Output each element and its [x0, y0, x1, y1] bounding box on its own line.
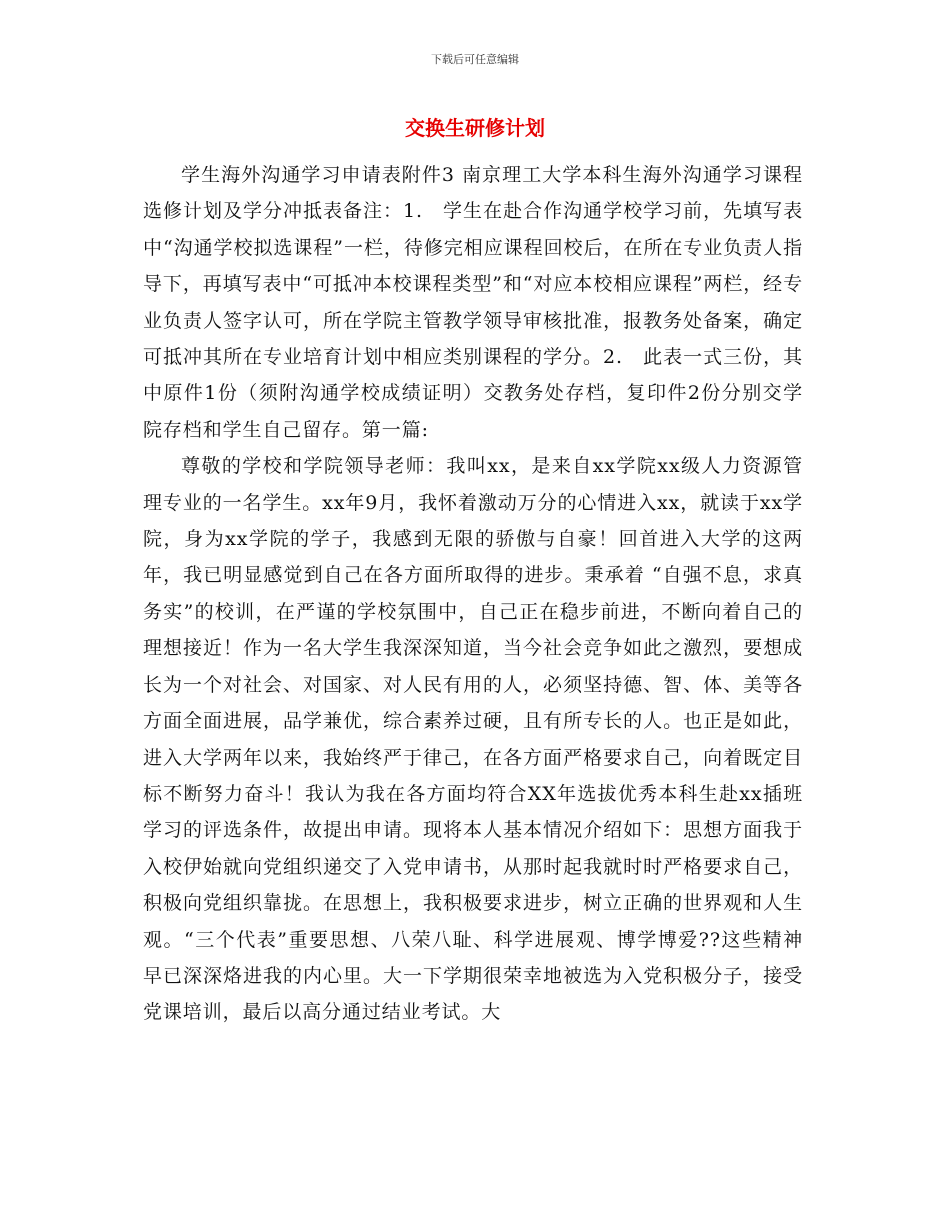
paragraph-intro: 学生海外沟通学习申请表附件3 南京理工大学本科生海外沟通学习课程选修计划及学分冲抵表备注：1. 学生在赴合作沟通学校学习前，先填写表中“沟通学校拟选课程”一栏，待修完相应课程回校后，在所在专业负责人指导下，再填写表中“可抵冲本校课程类型”和“对应本校相应课程”两栏，经专业负责人签字认可，所在学院主管教学领导审核批准，报教务处备案，确定可抵冲其所在专业培育计划中相应类别课程的学分。2. 此表一式三份，其中原件1份（须附沟通学校成绩证明）交教务处存档，复印件2份分别交学院存档和学生自己留存。第一篇: [143, 164, 803, 441]
document-title: 交换生研修计划 [405, 116, 545, 140]
page-header-note: 下载后可任意编辑 [431, 53, 519, 66]
document-body [143, 157, 803, 1031]
paragraph-application-letter: 尊敬的学校和学院领导老师：我叫xx，是来自xx学院xx级人力资源管理专业的一名学生。xx年9月，我怀着激动万分的心情进入xx，就读于xx学院，身为xx学院的学子，我感到无限的骄傲与自豪！回首进入大学的这两年，我已明显感觉到自己在各方面所取得的进步。秉承着 “自强不息，求真务实”的校训，在严谨的学校氛围中，自己正在稳步前进，不断向着自己的理想接近！作为一名大学生我深深知道，当今社会竞争如此之激烈，要想成长为一个对社会、对国家、对人民有用的人，必须坚持德、智、体、美等各方面全面进展，品学兼优，综合素养过硬，且有所专长的人。也正是如此，进入大学两年以来，我始终严于律己，在各方面严格要求自己，向着既定目标不断努力奋斗！我认为我在各方面均符合XX年选拔优秀本科生赴xx插班学习的评选条件，故提出申请。现将本人基本情况介绍如下：思想方面我于入校伊始就向党组织递交了入党申请书，从那时起我就时时严格要求自己，积极向党组织靠拢。在思想上，我积极要求进步，树立正确的世界观和人生观。“三个代表”重要思想、八荣八耻、科学进展观、博学博爱??这些精神早已深深烙进我的内心里。大一下学期很荣幸地被选为入党积极分子，接受党课培训，最后以高分通过结业考试。大 [143, 455, 803, 1024]
